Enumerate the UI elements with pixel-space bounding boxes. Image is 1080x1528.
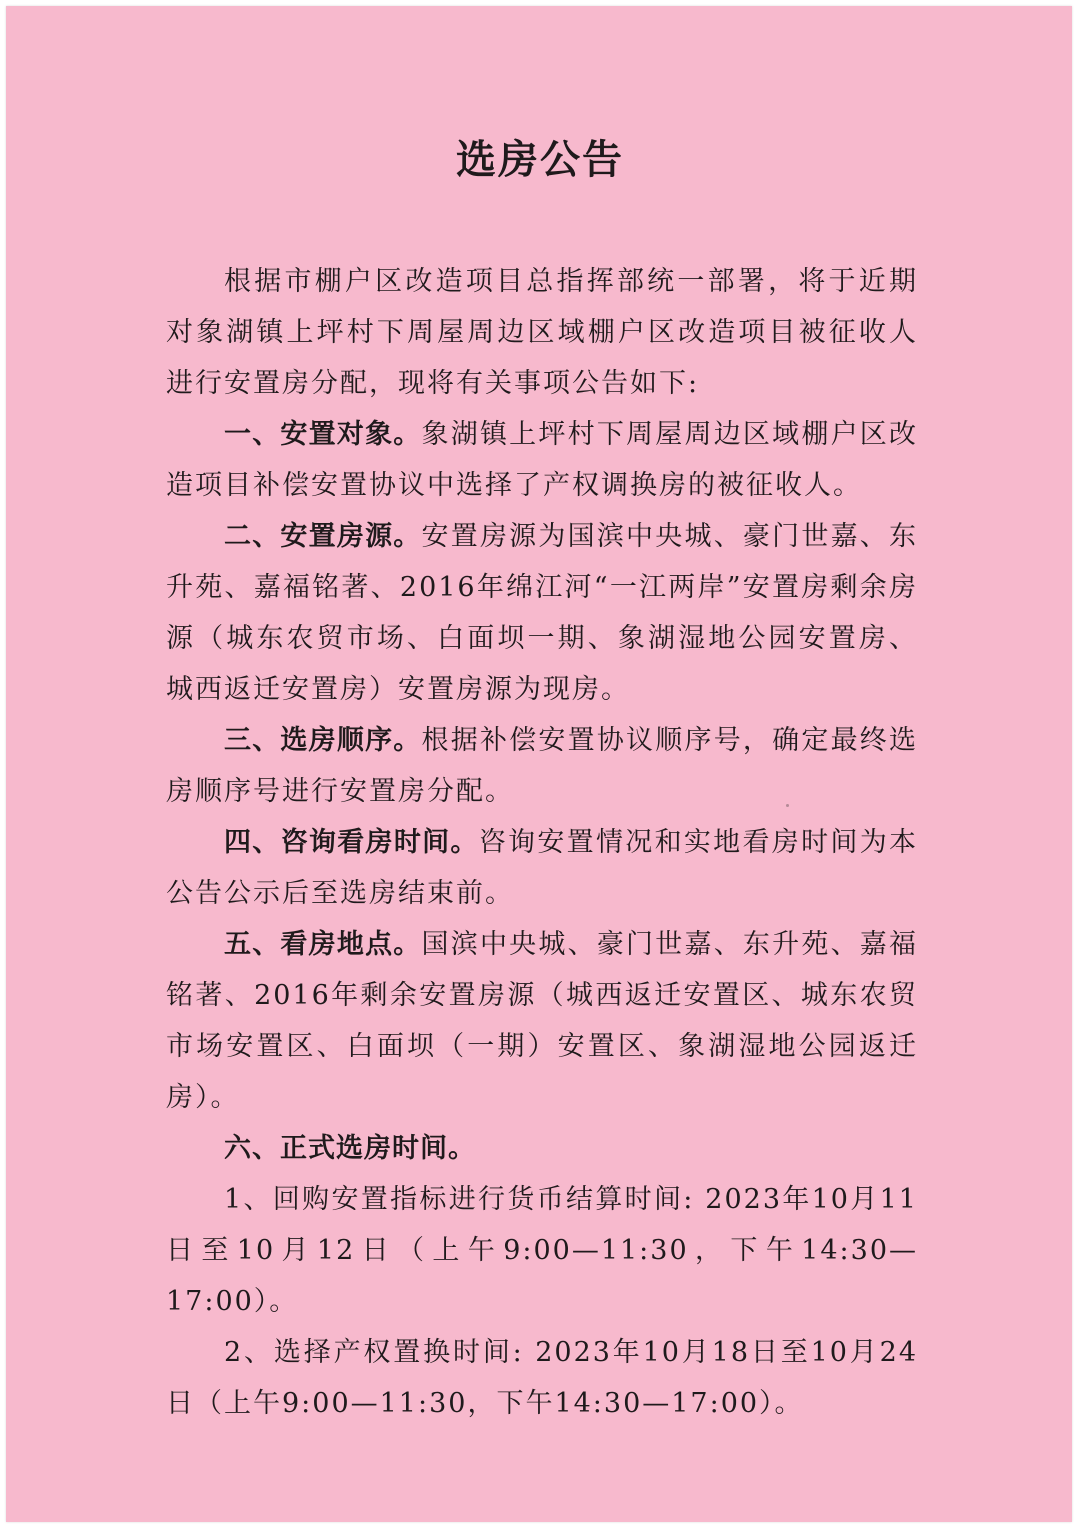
section-selection-time	[166, 1123, 918, 1174]
section-heading: 二、安置房源。	[224, 521, 422, 552]
section-consult-time	[166, 817, 918, 919]
section-viewing-location	[166, 919, 918, 1123]
section-heading: 四、咨询看房时间。	[224, 827, 479, 858]
section-target	[166, 409, 918, 511]
section-text: 根据补偿安置协议顺序号，确定最终选房顺序号进行安置房分配。	[166, 725, 919, 807]
section-heading: 三、选房顺序。	[224, 725, 422, 756]
section-heading: 五、看房地点。	[224, 929, 422, 960]
list-item: 2、选择产权置换时间: 2023年10月18日至10月24日（上午9:00—11:30，下午14:30—17:00）。	[166, 1337, 918, 1419]
notice-body	[166, 256, 918, 1429]
section-housing	[166, 511, 918, 715]
paper-speck	[786, 804, 789, 807]
section-text: 象湖镇上坪村下周屋周边区域棚户区改造项目补偿安置协议中选择了产权调换房的被征收人。	[166, 419, 919, 501]
section-text: 安置房源为国滨中央城、豪门世嘉、东升苑、嘉福铭著、2016年绵江河“一江两岸”安置房剩余房源（城东农贸市场、白面坝一期、象湖湿地公园安置房、城西返迁安置房）安置房源为现房。	[166, 521, 919, 705]
section-heading: 一、安置对象。	[224, 419, 422, 450]
section-heading: 六、正式选房时间。	[224, 1133, 476, 1164]
section-order	[166, 715, 918, 817]
section-text: 咨询安置情况和实地看房时间为本公告公示后至选房结束前。	[166, 827, 919, 909]
page-title: 选房公告	[456, 137, 624, 183]
intro-paragraph: 根据市棚户区改造项目总指挥部统一部署，将于近期对象湖镇上坪村下周屋周边区域棚户区改造项目被征收人进行安置房分配，现将有关事项公告如下:	[166, 266, 918, 399]
section-text: 国滨中央城、豪门世嘉、东升苑、嘉福铭著、2016年剩余安置房源（城西返迁安置区、城东农贸市场安置区、白面坝（一期）安置区、象湖湿地公园返迁房）。	[166, 929, 919, 1113]
list-item: 1、回购安置指标进行货币结算时间: 2023年10月11日至10月12日（上午9:00—11:30，下午14:30—17:00）。	[166, 1184, 918, 1317]
